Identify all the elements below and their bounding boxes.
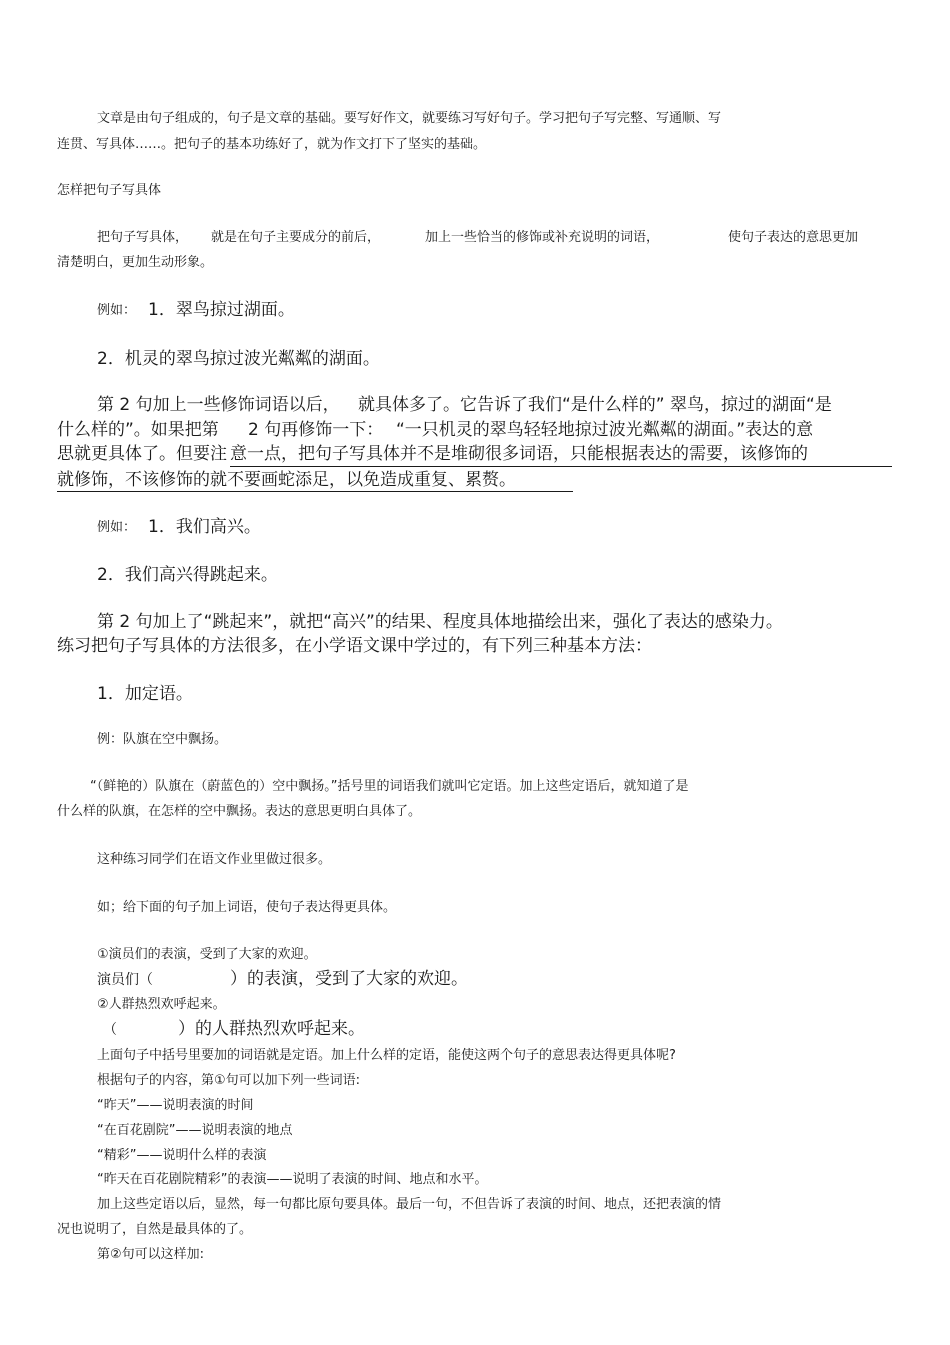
exercise-fill: （ [103,1022,117,1038]
analysis-option: “精彩”——说明什么样的表演 [97,1148,267,1163]
underline [57,491,573,492]
example-label: 例如： [97,520,137,535]
explain-text: “一只机灵的翠鸟轻轻地掠过波光粼粼的湖面。”表达的意 [396,420,814,440]
method-explain: “（鲜艳的）队旗在（蔚蓝色的）空中飘扬。”括号里的词语我们就叫它定语。加上这些定语后，就知道了是 [90,779,689,794]
definition-line-2: 清楚明白，更加生动形象。 [57,255,214,270]
exercise-fill: ）的人群热烈欢呼起来。 [178,1019,365,1039]
analysis-summary: 况也说明了，自然是最具体的了。 [57,1222,253,1237]
explain-text: 练习把句子写具体的方法很多，在小学语文课中学过的，有下列三种基本方法： [57,636,652,656]
example-label: 例如： [97,303,137,318]
analysis-option: “昨天在百花剧院精彩”的表演——说明了表演的时间、地点和水平。 [97,1172,488,1187]
definition-part-1: 把句子写具体， [97,230,189,245]
definition-part-2: 就是在句子主要成分的前后， [211,230,381,245]
intro-line-1: 文章是由句子组成的，句子是文章的基础。要写好作文，就要练习写好句子。学习把句子写完整、写通顺、写 [97,111,722,126]
method-title: 1．加定语。 [97,684,193,704]
explain-text: 2 句再修饰一下： [248,420,384,440]
intro-line-2: 连贯、写具体……。把句子的基本功练好了，就为作文打下了坚实的基础。 [57,137,487,152]
definition-part-3: 加上一些恰当的修饰或补充说明的词语， [425,230,660,245]
example-sentence: 2．机灵的翠鸟掠过波光粼粼的湖面。 [97,349,380,369]
definition-part-4: 使句子表达的意思更加 [728,230,859,245]
method-explain: 什么样的队旗，在怎样的空中飘扬。表达的意思更明白具体了。 [57,804,422,819]
explain-text: 第 2 句加上一些修饰词语以后， [97,395,340,415]
analysis-text: 根据句子的内容，第①句可以加下列一些词语: [97,1073,361,1088]
analysis-summary: 加上这些定语以后，显然，每一句都比原句要具体。最后一句，不但告诉了表演的时间、地点，还把表演的情 [97,1197,722,1212]
explain-text: 就具体多了。它告诉了我们“是什么样的” 翠鸟，掠过的湖面“是 [358,395,832,415]
underline [230,466,892,467]
analysis-option: “在百花剧院”——说明表演的地点 [97,1123,293,1138]
method-example: 例：队旗在空中飘扬。 [97,732,228,747]
practice-note: 这种练习同学们在语文作业里做过很多。 [97,852,332,867]
underlined-text: 就修饰，不该修饰的就不要画蛇添足，以免造成重复、累赘。 [57,470,516,490]
exercise-fill: ）的表演，受到了大家的欢迎。 [230,969,468,989]
analysis-option: “昨天”——说明表演的时间 [97,1098,254,1113]
explain-text: 思就更具体了。但要注 [57,444,227,464]
analysis-text: 上面句子中括号里要加的词语就是定语。加上什么样的定语，能使这两个句子的意思表达得更具体呢? [97,1048,676,1063]
explain-text: 第 2 句加上了“跳起来”，就把“高兴”的结果、程度具体地描绘出来，强化了表达的感染力。 [97,612,783,632]
exercise-question: ①演员们的表演，受到了大家的欢迎。 [97,947,317,962]
explain-text: 什么样的”。如果把第 [57,420,219,440]
example-sentence: 1．我们高兴。 [148,517,261,537]
section-title: 怎样把句子写具体 [57,183,162,198]
example-sentence: 1．翠鸟掠过湖面。 [148,300,295,320]
practice-task: 如；给下面的句子加上词语，使句子表达得更具体。 [97,900,397,915]
underlined-text: 意一点，把句子写具体并不是堆砌很多词语，只能根据表达的需要，该修饰的 [230,444,808,464]
example-sentence: 2．我们高兴得跳起来。 [97,565,278,585]
analysis-next: 第②句可以这样加: [97,1247,205,1262]
exercise-fill: 演员们（ [97,972,153,988]
exercise-question: ②人群热烈欢呼起来。 [97,997,226,1012]
